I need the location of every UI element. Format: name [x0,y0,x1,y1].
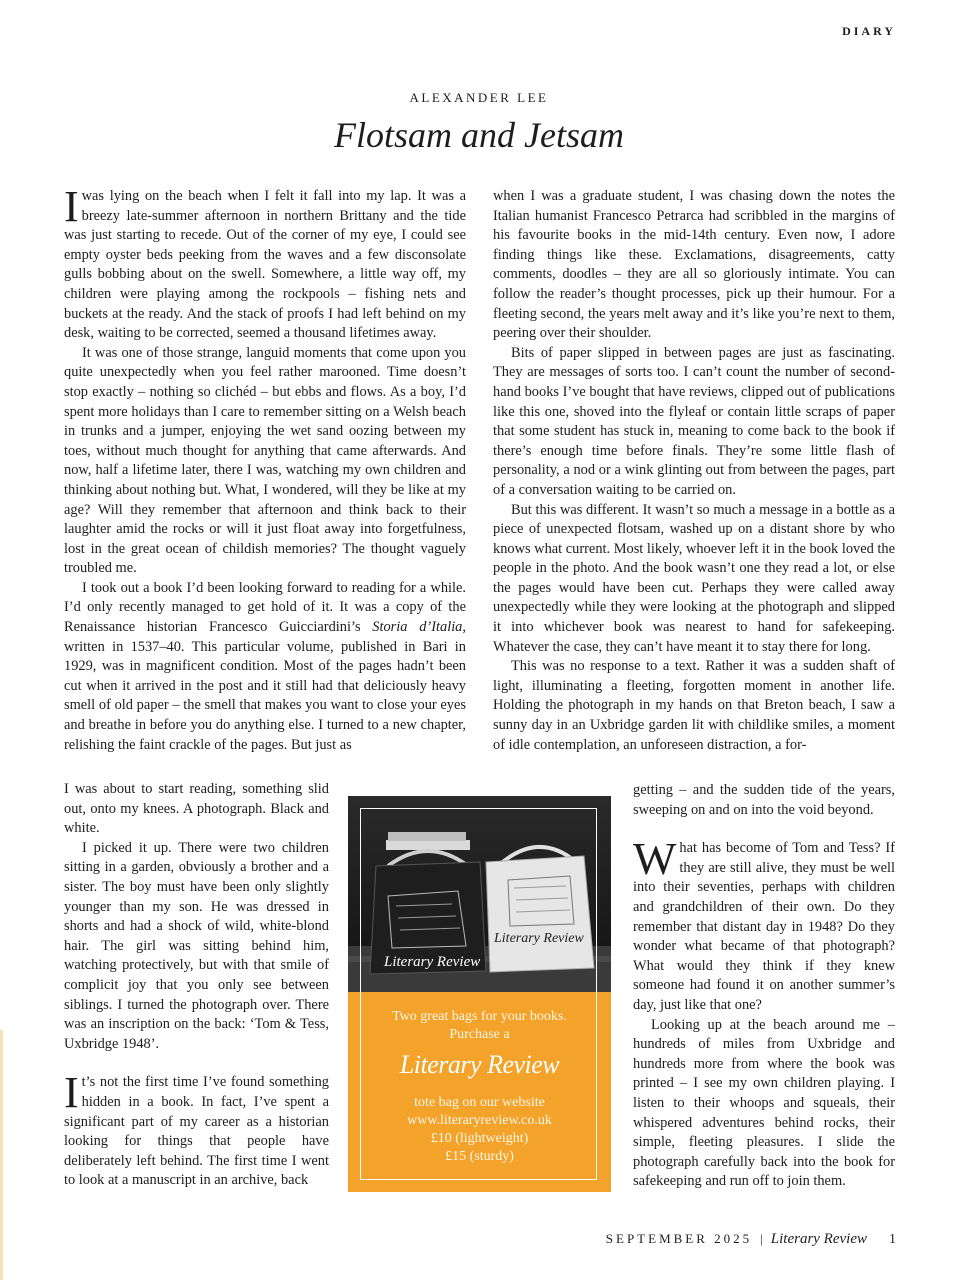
advert-intro: Two great bags for your books. Purchase a [392,1009,567,1042]
bag-label-right: Literary Review [494,931,584,946]
tote-bag-advert[interactable] [348,796,611,1192]
paragraph: It was one of those strange, languid moments that come upon you quite unexpectedly when you feel rather marooned. Time doesn’t stop exactly – nothing so clichéd – but ebbs and flows. As a boy, I’d spent more holidays than I care to remember sitting on a Welsh beach in trunks and a jumper, enjoying the wet sand oozing between my toes, without much thought for anything that came afterwards. And now, half a lifetime later, there I was, watching my own children and thinking about nothing but. What, I wondered, will they be like at my age? Will they remember that afternoon and think back to their laughter amid the rocks or will it just float away into forgetfulness, lost in the great ocean of childish memories? The thought vaguely troubled me. [64,344,466,577]
book-title: Storia d’Italia [372,619,463,636]
drop-cap: W [633,833,677,885]
paragraph: This was no response to a text. Rather it was a sudden shaft of light, illuminating a fleeting, forgotten moment in another life. Holding the photograph in my hands on that Breton beach, I saw a sunny day in an Uxbridge garden lit with childlike smiles, a moment of idle contemplation, an unforeseen distraction, a for- [493,658,895,753]
advert-price-lightweight: £10 (lightweight) [430,1131,529,1146]
advert-line: tote bag on our website [414,1095,545,1110]
paragraph: What has become of Tom and Tess? If they are still alive, they must be well into their seventies, perhaps with children and grandchildren of their own. Do they remember that distant day in 1948? Do they wonder what became of that photograph? What would they think if they knew someone had found it on another summer’s day, just like that one? [633,833,895,1013]
advert-frame [360,808,597,1180]
paragraph: getting – and the sudden tide of the years, sweeping on and on into the void beyond. [633,782,895,818]
drop-cap: I [64,1068,79,1118]
paragraph: Looking up at the beach around me – hundreds of miles from Uxbridge and hundreds more from where the book was printed – I see my own children playing. I listen to their whoops and squeals, their whispered adventures behind rocks, their simple, fleeting pleasures. I slide the photograph carefully back into the book for safekeeping and run off to join them. [633,1016,895,1190]
paragraph: when I was a graduate student, I was chasing down the notes the Italian humanist Francesco Petrarca had scribbled in the margins of his favourite books in the mid-14th century. Even now, I adore finding things like these. Exclamations, disagreements, catty comments, doodles – they are all so gloriously intimate. You can follow the reader’s thought processes, pick up their humour. For a fleeting second, the years melt away and it’s like you’re next to them, peering over their shoulder. [493,188,895,342]
advert-price-sturdy: £15 (sturdy) [445,1149,514,1164]
article-column-2 [493,187,895,777]
paragraph: Bits of paper slipped in between pages are just as fascinating. They are messages of sorts too. I can’t count the number of second-hand books I’ve bought that have reviews, clipped out of publications like this one, shoved into the flyleaf or contain little scraps of paper that some student has stuck in, meaning to come back to the book if there’s enough time before finals. They’re some little flash of personality, a nod or a wink glinting out from between the pages, part of a conversation waiting to be carried on. [493,344,895,498]
page-footer [606,1231,896,1248]
page-number: 1 [889,1232,896,1247]
bag-label-left: Literary Review [384,954,481,970]
paragraph: But this was different. It wasn’t so much a message in a bottle as a piece of unexpected flotsam, washed up on a distant shore by who knows what current. Most likely, whoever left it in the book loved the people in the photo. And the book wasn’t one they read a lot, or else the pages would have been cut. Perhaps they were called away unexpectedly while they were looking at the photograph and slipped it into whichever book was nearest to hand for safekeeping. Whatever the case, they can’t have meant it to stay there for long. [493,501,895,655]
issue-date: SEPTEMBER 2025 [605,1231,753,1246]
article-column-1 [64,182,466,777]
footer-separator: | [760,1231,763,1246]
article-column-1-lower [64,780,329,1200]
paragraph: I was about to start reading, something slid out, onto my knees. A photograph. Black and white. [64,781,329,837]
paragraph: I took out a book I’d been looking forward to reading for a while. I’d only recently managed to get hold of it. It was a copy of the Renaissance historian Francesco Guicciardini’s Storia d’Italia, written in 1537–40. This particular volume, published in Bari in 1929, was in magnificent condition. Most of the pages hadn’t been cut when it arrived in the post and it still had that deliciously heavy smell of old paper – the smell that makes you want to close your eyes and breathe in before you do anything else. I turned to a new chapter, relishing the faint crackle of the pages. But just as [64,579,466,753]
paragraph: I picked it up. There were two children sitting in a garden, obviously a brother and a sister. The boy must have been only slightly younger than my son. He was dressed in shorts and had a shock of wild, white-blond hair. The girl was sitting behind him, watching protectively, but with that smile of complicit joy that you only see between siblings. I turned the photograph over. There was an inscription on the back: ‘Tom & Tess, Uxbridge 1948’. [64,839,329,1052]
magazine-name: Literary Review [770,1231,867,1247]
section-label: DIARY [842,24,896,38]
page-edge [0,1030,3,1280]
paragraph: It’s not the first time I’ve found something hidden in a book. In fact, I’ve spent a significant part of my career as a historian looking for things that people have deliberately left behind. The first time I went to look at a manuscript in an archive, back [64,1068,329,1189]
article-title: Flotsam and Jetsam [334,115,624,155]
advert-brand: Literary Review [399,1050,560,1079]
drop-cap: I [64,182,79,231]
article-author: ALEXANDER LEE [409,90,549,105]
advert-url[interactable]: www.literaryreview.co.uk [407,1113,552,1128]
paragraph: Iwas lying on the beach when I felt it fall into my lap. It was a breezy late-summer afternoon in northern Brittany and the tide was just starting to recede. Out of the corner of my eye, I could see empty oyster beds peeking from the waves and a few disconsolate gulls bobbing about on the swell. Somewhere, a little way off, my children were playing among the rockpools – fishing nets and buckets at the ready. And the stack of proofs I had left behind on my desk, waiting to be corrected, seemed a thousand lifetimes away. [64,182,466,342]
article-column-2-lower [633,781,895,1201]
